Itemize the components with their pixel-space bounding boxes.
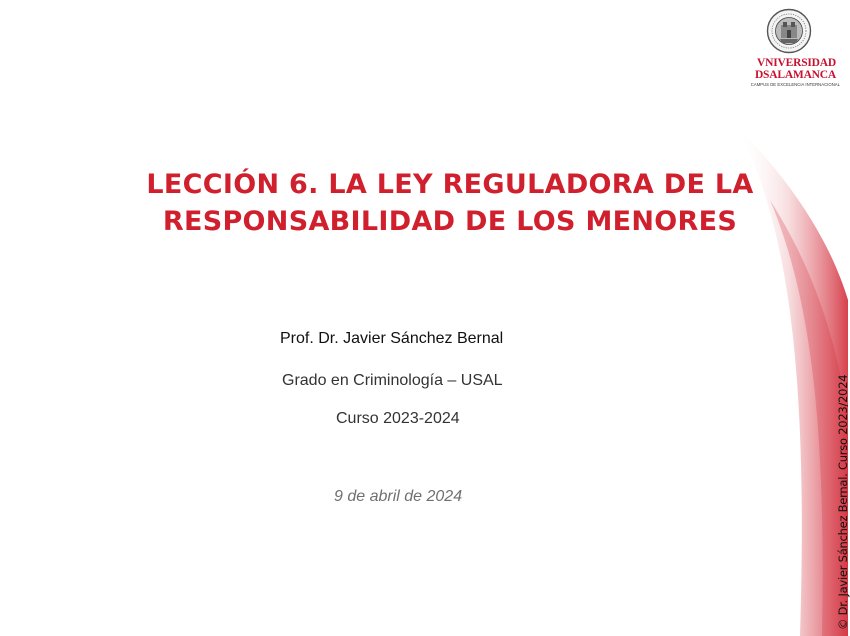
slide-title-line1: LECCIÓN 6. LA LEY REGULADORA DE LA [146,169,754,200]
copyright-notice: © Dr. Javier Sánchez Bernal. Curso 2023/2024 [836,374,850,630]
university-seal-icon [766,8,812,54]
slide-title-line2: RESPONSABILIDAD DE LOS MENORES [162,206,738,237]
logo-text-vniversidad: VNIVERSIDAD [757,57,836,69]
degree-name: Grado en Criminología – USAL [282,372,503,389]
university-logo [736,8,842,94]
course-year: Curso 2023-2024 [336,410,460,427]
logo-text-salamanca: DSALAMANCA [754,69,836,81]
lecture-date: 9 de abril de 2024 [334,488,463,505]
author-name: Prof. Dr. Javier Sánchez Bernal [280,330,504,347]
logo-text-campus: CAMPUS DE EXCELENCIA INTERNACIONAL [750,82,840,87]
slide-title [100,166,800,240]
